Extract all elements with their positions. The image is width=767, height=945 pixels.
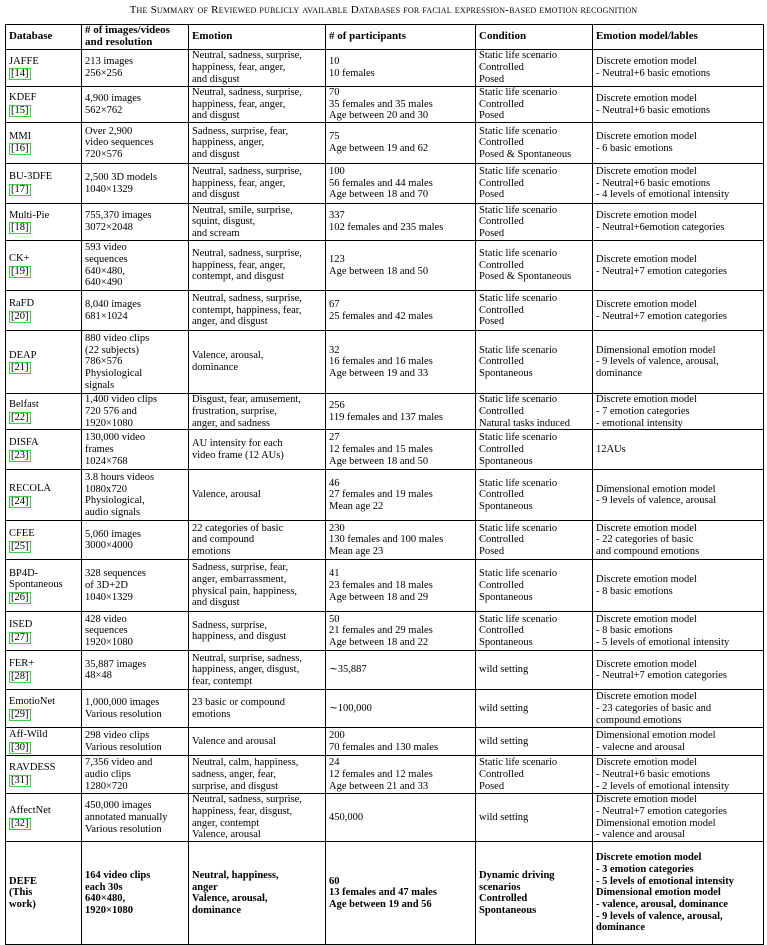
citation-link[interactable]: [20]	[11, 310, 29, 322]
citation-link[interactable]: [27]	[11, 631, 29, 643]
emotion-cell: Neutral, calm, happiness, sadness, anger, fear, surprise, and disgust	[189, 756, 326, 794]
emotion-cell: Neutral, surprise, sadness, happiness, anger, disgust, fear, contempt	[189, 651, 326, 690]
media-cell: 7,356 video and audio clips 1280×720	[82, 756, 189, 794]
participants-cell: 123 Age between 18 and 50	[326, 241, 476, 291]
database-name: FER+	[9, 657, 35, 669]
condition-cell: Static life scenario Controlled Spontaneous	[476, 470, 593, 521]
database-cell	[6, 560, 82, 612]
citation-link[interactable]: [17]	[11, 183, 29, 195]
database-name: Belfast	[9, 399, 39, 411]
database-cell	[6, 50, 82, 87]
table-row	[6, 651, 764, 690]
media-cell: 450,000 images annotated manually Various resolution	[82, 794, 189, 842]
citation-link[interactable]: [31]	[11, 775, 29, 787]
database-name: MMI	[9, 130, 32, 142]
condition-cell: Static life scenario Controlled Posed & Spontaneous	[476, 241, 593, 291]
database-cell	[6, 87, 82, 123]
citation-link[interactable]: [18]	[11, 222, 29, 234]
condition-cell: Static life scenario Controlled Posed	[476, 204, 593, 241]
citation-link[interactable]: [21]	[11, 362, 29, 374]
emotion-model-cell: Discrete emotion model - Neutral+6 basic emotions	[593, 87, 764, 123]
database-cell	[6, 794, 82, 842]
participants-cell: 41 23 females and 18 males Age between 18 and 29	[326, 560, 476, 612]
participants-cell: 24 12 females and 12 males Age between 21 and 33	[326, 756, 476, 794]
media-cell: Over 2,900 video sequences 720×576	[82, 123, 189, 164]
citation-link[interactable]: [22]	[11, 412, 29, 424]
database-cell	[6, 651, 82, 690]
database-cell	[6, 331, 82, 394]
header-participants: # of participants	[326, 25, 476, 50]
emotion-model-cell: Discrete emotion model - Neutral+6emotion categories	[593, 204, 764, 241]
participants-cell: 337 102 females and 235 males	[326, 204, 476, 241]
table-row	[6, 690, 764, 728]
emotion-model-cell: Dimensional emotion model - 9 levels of valence, arousal, dominance	[593, 331, 764, 394]
participants-cell: 230 130 females and 100 males Mean age 23	[326, 521, 476, 560]
database-name: AffectNet	[9, 805, 51, 817]
emotion-cell: Valence, arousal, dominance	[189, 331, 326, 394]
table-row	[6, 87, 764, 123]
emotion-cell: Neutral, smile, surprise, squint, disgust, and scream	[189, 204, 326, 241]
database-summary-table	[5, 24, 764, 945]
database-cell	[6, 430, 82, 470]
participants-cell: 10 10 females	[326, 50, 476, 87]
database-name: RaFD	[9, 298, 35, 310]
media-cell: 35,887 images 48×48	[82, 651, 189, 690]
database-cell	[6, 470, 82, 521]
media-cell: 130,000 video frames 1024×768	[82, 430, 189, 470]
participants-cell: 70 35 females and 35 males Age between 20 and 30	[326, 87, 476, 123]
database-name: RECOLA	[9, 482, 51, 494]
media-cell: 5,060 images 3000×4000	[82, 521, 189, 560]
table-row	[6, 291, 764, 331]
emotion-model-cell: Discrete emotion model - Neutral+7 emotion categories Dimensional emotion model - valence and arousal	[593, 794, 764, 842]
this-work-emotion-cell: Neutral, happiness, anger Valence, arousal, dominance	[189, 842, 326, 945]
citation-link[interactable]: [29]	[11, 709, 29, 721]
condition-cell: Static life scenario Controlled Posed	[476, 756, 593, 794]
header-images-videos: # of images/videos and resolution	[82, 25, 189, 50]
participants-cell: 256 119 females and 137 males	[326, 394, 476, 430]
database-cell	[6, 204, 82, 241]
database-cell	[6, 612, 82, 651]
table-row	[6, 756, 764, 794]
participants-cell: 32 16 females and 16 males Age between 19 and 33	[326, 331, 476, 394]
citation-link[interactable]: [15]	[11, 104, 29, 116]
emotion-cell: Neutral, sadness, surprise, happiness, fear, disgust, anger, contempt Valence, arousal	[189, 794, 326, 842]
emotion-model-cell: Discrete emotion model - 7 emotion categories - emotional intensity	[593, 394, 764, 430]
database-name: EmotioNet	[9, 696, 56, 708]
table-row	[6, 521, 764, 560]
condition-cell: Static life scenario Controlled Posed	[476, 521, 593, 560]
media-cell: 4,900 images 562×762	[82, 87, 189, 123]
database-name: DISFA	[9, 437, 39, 449]
emotion-cell: Sadness, surprise, happiness, and disgust	[189, 612, 326, 651]
condition-cell: wild setting	[476, 690, 593, 728]
participants-cell: 27 12 females and 15 males Age between 18 and 50	[326, 430, 476, 470]
emotion-model-cell: 12AUs	[593, 430, 764, 470]
condition-cell: wild setting	[476, 794, 593, 842]
media-cell: 880 video clips (22 subjects) 786×576 Physiological signals	[82, 331, 189, 394]
condition-cell: Static life scenario Controlled Natural tasks induced	[476, 394, 593, 430]
emotion-cell: Disgust, fear, amusement, frustration, surprise, anger, and sadness	[189, 394, 326, 430]
database-name: BU-3DFE	[9, 171, 53, 183]
participants-cell: ∼100,000	[326, 690, 476, 728]
participants-cell: 100 56 females and 44 males Age between 18 and 70	[326, 164, 476, 204]
header-emotion-model: Emotion model/lables	[593, 25, 764, 50]
emotion-cell: Valence, arousal	[189, 470, 326, 521]
media-cell: 593 video sequences 640×480, 640×490	[82, 241, 189, 291]
database-name: Aff-Wild	[9, 729, 48, 741]
media-cell: 2,500 3D models 1040×1329	[82, 164, 189, 204]
media-cell: 328 sequences of 3D+2D 1040×1329	[82, 560, 189, 612]
header-emotion: Emotion	[189, 25, 326, 50]
media-cell: 1,400 video clips 720 576 and 1920×1080	[82, 394, 189, 430]
table-row	[6, 241, 764, 291]
emotion-cell: Sadness, surprise, fear, anger, embarrassment, physical pain, happiness, and disgust	[189, 560, 326, 612]
database-cell	[6, 728, 82, 756]
database-cell	[6, 241, 82, 291]
condition-cell: Static life scenario Controlled Spontaneous	[476, 430, 593, 470]
citation-link[interactable]: [28]	[11, 670, 29, 682]
table-row	[6, 560, 764, 612]
database-name: RAVDESS	[9, 762, 56, 774]
emotion-model-cell: Discrete emotion model - 6 basic emotions	[593, 123, 764, 164]
database-name: BP4D- Spontaneous	[9, 567, 63, 591]
condition-cell: Static life scenario Controlled Spontaneous	[476, 612, 593, 651]
database-name: JAFFE	[9, 55, 39, 67]
database-cell	[6, 291, 82, 331]
condition-cell: wild setting	[476, 728, 593, 756]
participants-cell: 46 27 females and 19 males Mean age 22	[326, 470, 476, 521]
emotion-cell: Sadness, surprise, fear, happiness, anger, and disgust	[189, 123, 326, 164]
condition-cell: Static life scenario Controlled Spontaneous	[476, 331, 593, 394]
participants-cell: 50 21 females and 29 males Age between 18 and 22	[326, 612, 476, 651]
table-caption: The Summary of Reviewed publicly available Databases for facial expression-based emotion recognition	[129, 4, 638, 16]
table-row	[6, 204, 764, 241]
emotion-model-cell: Discrete emotion model - Neutral+6 basic emotions	[593, 50, 764, 87]
citation-link[interactable]: [32]	[11, 818, 29, 830]
this-work-participants-cell: 60 13 females and 47 males Age between 19 and 56	[326, 842, 476, 945]
media-cell: 213 images 256×256	[82, 50, 189, 87]
table-row	[6, 430, 764, 470]
media-cell: 1,000,000 images Various resolution	[82, 690, 189, 728]
this-work-model-cell: Discrete emotion model - 3 emotion categories - 5 levels of emotional intensity Dimensional emotion model - valence, arousal, dominance - 9 levels of valence, arousal, dominance	[593, 842, 764, 945]
header-database: Database	[6, 25, 82, 50]
participants-cell: 67 25 females and 42 males	[326, 291, 476, 331]
database-cell	[6, 164, 82, 204]
emotion-cell: Neutral, sadness, surprise, contempt, happiness, fear, anger, and disgust	[189, 291, 326, 331]
condition-cell: wild setting	[476, 651, 593, 690]
table-row	[6, 331, 764, 394]
database-cell	[6, 521, 82, 560]
citation-link[interactable]: [19]	[11, 265, 29, 277]
database-cell	[6, 756, 82, 794]
table-row	[6, 612, 764, 651]
emotion-cell: Neutral, sadness, surprise, happiness, fear, anger, contempt, and disgust	[189, 241, 326, 291]
table-row-this-work	[6, 842, 764, 945]
media-cell: 298 video clips Various resolution	[82, 728, 189, 756]
emotion-model-cell: Discrete emotion model - 23 categories of basic and compound emotions	[593, 690, 764, 728]
emotion-model-cell: Discrete emotion model - Neutral+6 basic emotions - 4 levels of emotional intensity	[593, 164, 764, 204]
emotion-model-cell: Discrete emotion model - 22 categories of basic and compound emotions	[593, 521, 764, 560]
participants-cell: ∼35,887	[326, 651, 476, 690]
citation-link[interactable]: [14]	[11, 68, 29, 80]
database-name: DEAP	[9, 349, 37, 361]
condition-cell: Static life scenario Controlled Posed	[476, 87, 593, 123]
emotion-model-cell: Discrete emotion model - Neutral+7 emotion categories	[593, 241, 764, 291]
emotion-model-cell: Discrete emotion model - Neutral+6 basic emotions - 2 levels of emotional intensity	[593, 756, 764, 794]
condition-cell: Static life scenario Controlled Posed	[476, 164, 593, 204]
media-cell: 8,040 images 681×1024	[82, 291, 189, 331]
citation-link[interactable]: [24]	[11, 495, 29, 507]
header-condition: Condition	[476, 25, 593, 50]
citation-link[interactable]: [16]	[11, 143, 29, 155]
media-cell: 755,370 images 3072×2048	[82, 204, 189, 241]
emotion-model-cell: Discrete emotion model - 8 basic emotions - 5 levels of emotional intensity	[593, 612, 764, 651]
emotion-model-cell: Discrete emotion model - Neutral+7 emotion categories	[593, 651, 764, 690]
emotion-cell: AU intensity for each video frame (12 AUs)	[189, 430, 326, 470]
this-work-media-cell: 164 video clips each 30s 640×480, 1920×1080	[82, 842, 189, 945]
citation-link[interactable]: [25]	[11, 540, 29, 552]
emotion-cell: Neutral, sadness, surprise, happiness, fear, anger, and disgust	[189, 164, 326, 204]
citation-link[interactable]: [26]	[11, 591, 29, 603]
emotion-cell: Neutral, sadness, surprise, happiness, fear, anger, and disgust	[189, 50, 326, 87]
media-cell: 3.8 hours videos 1080x720 Physiological, audio signals	[82, 470, 189, 521]
database-name: Multi-Pie	[9, 209, 50, 221]
emotion-model-cell: Discrete emotion model - 8 basic emotions	[593, 560, 764, 612]
emotion-cell: 23 basic or compound emotions	[189, 690, 326, 728]
participants-cell: 75 Age between 19 and 62	[326, 123, 476, 164]
database-name: CFEE	[9, 527, 35, 539]
emotion-cell: 22 categories of basic and compound emotions	[189, 521, 326, 560]
emotion-model-cell: Dimensional emotion model - 9 levels of valence, arousal	[593, 470, 764, 521]
header-row	[6, 25, 764, 50]
table-row	[6, 50, 764, 87]
media-cell: 428 video sequences 1920×1080	[82, 612, 189, 651]
emotion-cell: Valence and arousal	[189, 728, 326, 756]
this-work-db-cell: DEFE (This work)	[6, 842, 82, 945]
emotion-model-cell: Discrete emotion model - Neutral+7 emotion categories	[593, 291, 764, 331]
database-name: CK+	[9, 253, 30, 265]
database-cell	[6, 690, 82, 728]
emotion-cell: Neutral, sadness, surprise, happiness, fear, anger, and disgust	[189, 87, 326, 123]
citation-link[interactable]: [30]	[11, 742, 29, 754]
table-row	[6, 394, 764, 430]
table-row	[6, 123, 764, 164]
table-row	[6, 164, 764, 204]
emotion-model-cell: Dimensional emotion model - valecne and arousal	[593, 728, 764, 756]
table-row	[6, 728, 764, 756]
participants-cell: 450,000	[326, 794, 476, 842]
table-row	[6, 794, 764, 842]
database-name: KDEF	[9, 92, 37, 104]
this-work-condition-cell: Dynamic driving scenarios Controlled Spontaneous	[476, 842, 593, 945]
database-cell	[6, 394, 82, 430]
citation-link[interactable]: [23]	[11, 450, 29, 462]
condition-cell: Static life scenario Controlled Posed	[476, 291, 593, 331]
condition-cell: Static life scenario Controlled Spontaneous	[476, 560, 593, 612]
condition-cell: Static life scenario Controlled Posed & Spontaneous	[476, 123, 593, 164]
database-name: ISED	[9, 618, 33, 630]
database-cell	[6, 123, 82, 164]
participants-cell: 200 70 females and 130 males	[326, 728, 476, 756]
condition-cell: Static life scenario Controlled Posed	[476, 50, 593, 87]
table-row	[6, 470, 764, 521]
